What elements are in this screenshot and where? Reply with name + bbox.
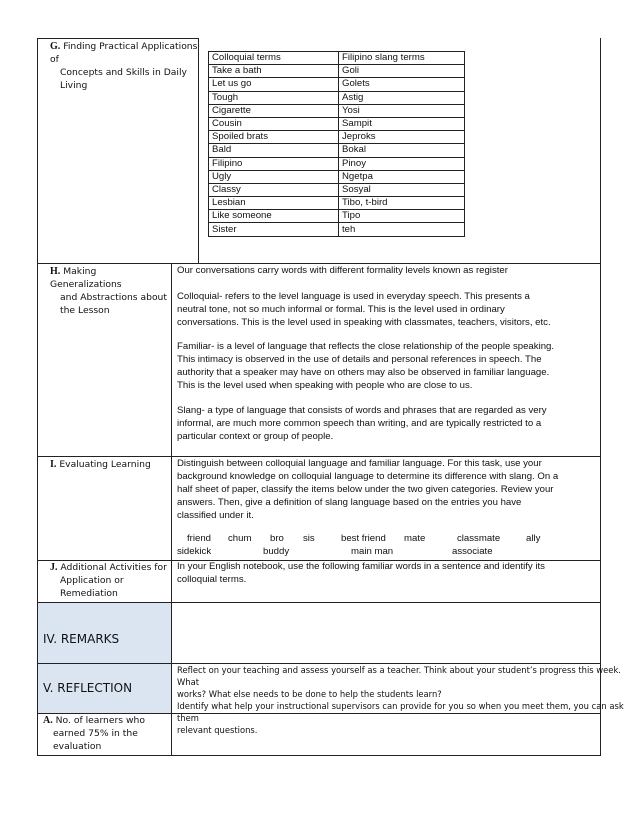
colloquial-term-cell: Cigarette	[209, 104, 339, 117]
table-row	[209, 183, 465, 196]
colloquial-term-cell: Filipino	[209, 157, 339, 170]
table-row	[209, 65, 465, 78]
additional-activities-text: In your English notebook, use the following familiar words in a sentence and identify its colloquial terms.	[177, 561, 545, 585]
slang-term-cell: Yosi	[339, 104, 465, 117]
table-row	[209, 157, 465, 170]
section-a-label: A. No. of learners who earned 75% in the evaluation	[43, 715, 145, 752]
word-item: chum	[228, 533, 252, 544]
slang-term-cell: Sosyal	[339, 183, 465, 196]
slang-term-cell: Sampit	[339, 117, 465, 130]
row-remarks-top	[37, 602, 601, 603]
left-border	[37, 38, 38, 755]
table-row	[209, 78, 465, 91]
terms-table-header	[209, 52, 465, 65]
slang-term-cell: Pinoy	[339, 157, 465, 170]
colloquial-term-cell: Cousin	[209, 117, 339, 130]
colloquial-term-cell: Classy	[209, 183, 339, 196]
register-intro: Our conversations carry words with different formality levels known as register	[177, 265, 508, 276]
colloquial-term-cell: Let us go	[209, 78, 339, 91]
col-divider	[171, 263, 172, 755]
slang-term-cell: teh	[339, 223, 465, 236]
word-item: ally	[526, 533, 541, 544]
colloquial-term-cell: Lesbian	[209, 197, 339, 210]
table-bottom	[37, 755, 601, 756]
colloquial-term-cell: Ugly	[209, 170, 339, 183]
word-item: main man	[351, 546, 394, 557]
table-row	[209, 210, 465, 223]
slang-term-cell: Bokal	[339, 144, 465, 157]
section-j-label: J. Additional Activities for Application or Remediation	[50, 562, 167, 599]
section-h-label: H. Making Generalizations and Abstractions about the Lesson	[50, 266, 167, 316]
slang-term-cell: Goli	[339, 65, 465, 78]
table-row	[209, 117, 465, 130]
word-item: associate	[452, 546, 493, 557]
familiar-definition: Familiar- is a level of language that reflects the close relationship of the people speaking. This intimacy is observed in the use of details and personal references in speech. The authority that a speaker may have on others may also be observed in familiar language. This is the level used when speaking with people who are close to us.	[177, 341, 555, 391]
slang-term-cell: Ngetpa	[339, 170, 465, 183]
reflection-heading: V. REFLECTION	[43, 681, 133, 695]
remarks-heading: IV. REMARKS	[43, 632, 120, 646]
colloquial-term-cell: Sister	[209, 223, 339, 236]
slang-term-cell: Filipino slang terms	[339, 52, 465, 65]
slang-term-cell: Golets	[339, 78, 465, 91]
table-row	[209, 223, 465, 236]
word-item: classmate	[457, 533, 501, 544]
word-item: best friend	[341, 533, 386, 544]
colloquial-term-cell: Like someone	[209, 210, 339, 223]
slang-term-cell: Tibo, t-bird	[339, 197, 465, 210]
colloquial-term-cell: Take a bath	[209, 65, 339, 78]
reflection-text: Reflect on your teaching and assess yourself as a teacher. Think about your student’s progress this week. What works? What else needs to be done to help the students learn? Identify what help your instructional supervisors can provide for you so when you meet them, you can ask them relevant questions.	[177, 665, 624, 735]
colloquial-term-cell: Bald	[209, 144, 339, 157]
section-g-label: G. Finding Practical Applications of Concepts and Skills in Daily Living	[50, 41, 198, 91]
slang-definition: Slang- a type of language that consists of words and phrases that are regarded as very informal, are much more common speech than writing, and are typically restricted to a particular context or group of people.	[177, 405, 547, 442]
table-row	[209, 104, 465, 117]
word-item: sis	[303, 533, 315, 544]
table-row	[209, 197, 465, 210]
slang-term-cell: Astig	[339, 91, 465, 104]
word-item: sidekick	[177, 546, 212, 557]
table-row	[209, 131, 465, 144]
word-item: buddy	[263, 546, 290, 557]
colloquial-definition: Colloquial- refers to the level language is used in everyday speech. This presents a neutral tone, not so much informal or formal. This is the level used in ordinary conversations. This is the level used in speaking with classmates, teachers, visitors, etc.	[177, 291, 551, 328]
g-label-bottom	[37, 38, 199, 39]
table-row	[209, 91, 465, 104]
table-row	[209, 144, 465, 157]
g-divider	[198, 38, 199, 263]
word-item: mate	[404, 533, 426, 544]
word-item: friend	[187, 533, 211, 544]
slang-term-cell: Tipo	[339, 210, 465, 223]
word-item: bro	[270, 533, 284, 544]
section-i-label: I. Evaluating Learning	[50, 459, 151, 470]
right-border	[600, 38, 601, 755]
colloquial-term-cell: Colloquial terms	[209, 52, 339, 65]
colloquial-term-cell: Tough	[209, 91, 339, 104]
evaluation-instructions: Distinguish between colloquial language and familiar language. For this task, use your background knowledge on colloquial language to determine its difference with slang. On a half sheet of paper, classify the items below under the two given categories. Review your answers. Then, give a definition of slang language based on the entries you have classified under it.	[177, 458, 559, 521]
terms-table	[208, 51, 465, 237]
slang-term-cell: Jeproks	[339, 131, 465, 144]
colloquial-term-cell: Spoiled brats	[209, 131, 339, 144]
table-row	[209, 170, 465, 183]
